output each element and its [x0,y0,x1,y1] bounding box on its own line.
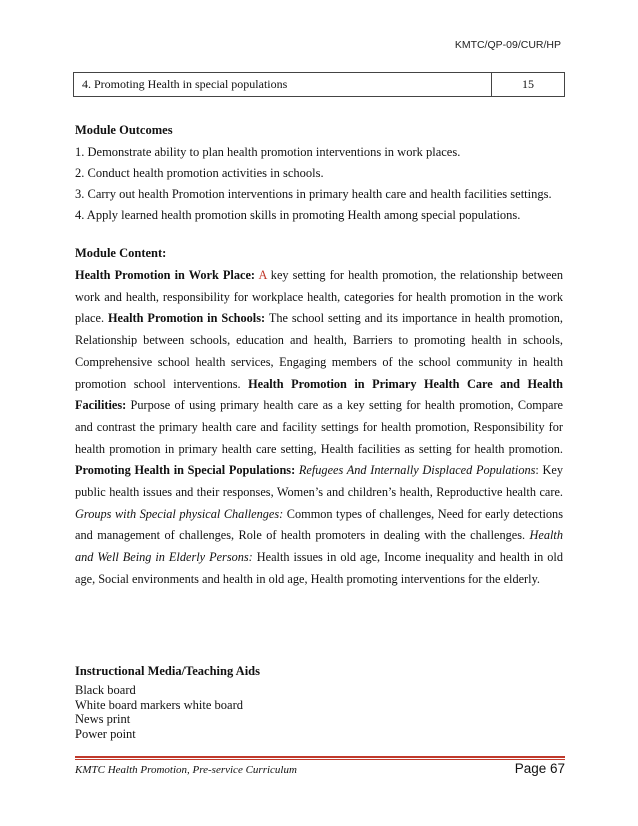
workplace-heading: Health Promotion in Work Place: [75,268,256,282]
physical-challenges-text: Common types of challenges, Need for early detections and management of challenges, Role of health promoters in dealing with the challenges. [75,506,563,543]
footer-title: KMTC Health Promotion, Pre-service Curriculum [75,764,297,776]
table-row [74,73,565,97]
outcome-item: 2. Conduct health promotion activities in schools. [75,166,324,180]
outcome-item: 4. Apply learned health promotion skills in promoting Health among special populations. [75,208,521,222]
special-populations-heading: Promoting Health in Special Populations: [75,463,296,478]
schools-text: The school setting and its importance in health promotion, Relationship between schools, education and health, Barriers to promoting health in schools, Comprehensive school health services, Engaging members of the school community in health promotion school interventions. [75,311,564,391]
list-item: White board markers white board [75,697,243,712]
primary-care-heading: Health Promotion in Primary Health Care and Health Facilities: [75,376,564,413]
unit-hours-cell: 15 [492,73,565,97]
elderly-subheading: Health and Well Being in Elderly Persons: [75,528,563,565]
outcome-item: 1. Demonstrate ability to plan health promotion interventions in work places. [75,145,461,159]
outcomes-title: Module Outcomes [75,123,173,137]
list-item: Power point [75,726,136,741]
refugees-text: : Key public health issues and their responses, Women’s and children’s health, Reproductive health care. [75,463,564,500]
primary-care-text: Purpose of using primary health care as a key setting for health promotion, Compare and contrast the primary health care and facility settings for health promotion, Responsibility for health promotion in primary health care setting, Health facilities as setting for health promotion. [75,398,563,456]
module-content-body [75,265,563,591]
document-code: KMTC/QP-09/CUR/HP [454,39,561,51]
unit-label-cell: 4. Promoting Health in special populations [74,73,492,97]
footer-divider [75,756,565,758]
physical-challenges-subheading: Groups with Special physical Challenges: [75,506,284,521]
page-number: Page 67 [514,761,565,776]
workplace-text: key setting for health promotion, the relationship between work and health, responsibility for workplace health, categories for health promotion in the work place. [75,268,563,326]
refugees-subheading: Refugees And Internally Displaced Populations [298,463,536,478]
outcome-item: 3. Carry out health Promotion interventions in primary health care and health facilities settings. [75,187,552,201]
list-item: Black board [75,683,136,697]
media-list [75,683,243,741]
workplace-accent-letter: A [258,268,267,282]
footer-divider-thin [75,759,565,760]
content-title: Module Content: [75,246,167,260]
media-title: Instructional Media/Teaching Aids [75,664,260,678]
module-unit-table [73,72,565,97]
schools-heading: Health Promotion in Schools: [107,311,266,326]
elderly-text: Health issues in old age, Income inequality and health in old age, Social environments and health in old age, Health promoting interventions for the elderly. [75,550,563,586]
list-item: News print [75,712,131,726]
